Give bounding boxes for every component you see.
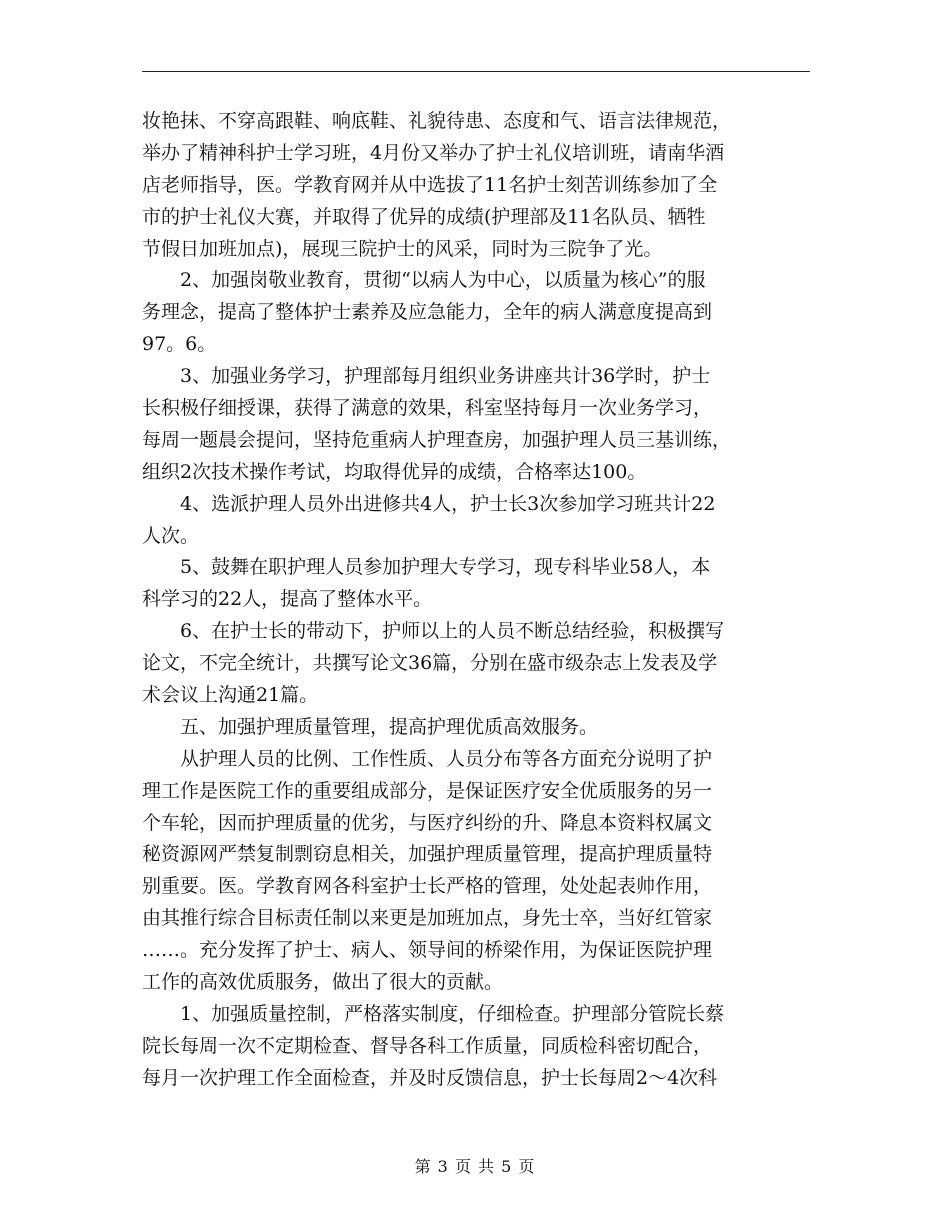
text-line: 2、加强岗敬业教育，贯彻“以病人为中心，以质量为核心”的服	[142, 269, 706, 292]
text-line: 举办了精神科护士学习班，4月份又举办了护士礼仪培训班，请南华酒	[142, 141, 725, 164]
text-line: ……。充分发挥了护士、病人、领导间的桥梁作用，为保证医院护理	[142, 939, 713, 962]
text-line: 店老师指导，医。学教育网并从中选拔了11名护士刻苦训练参加了全	[142, 173, 718, 196]
text-line: 从护理人员的比例、工作性质、人员分布等各方面充分说明了护	[142, 747, 713, 770]
page-footer: 第 3 页 共 5 页	[414, 1157, 536, 1176]
text-line: 4、选派护理人员外出进修共4人，护士长3次参加学习班共计22	[142, 492, 716, 515]
text-line: 秘资源网严禁复制剽窃息相关，加强护理质量管理，提高护理质量特	[142, 843, 713, 866]
text-line: 个车轮，因而护理质量的优劣，与医疗纠纷的升、降息本资料权属文	[142, 811, 713, 834]
text-line: 6、在护士长的带动下，护师以上的人员不断总结经验，积极撰写	[142, 620, 725, 643]
text-line: 组织2次技术操作考试，均取得优异的成绩，合格率达100。	[142, 460, 647, 483]
text-line: 每周一题晨会提问，坚持危重病人护理查房，加强护理人员三基训练，	[142, 428, 732, 451]
text-line: 长积极仔细授课，获得了满意的效果，科室坚持每月一次业务学习，	[142, 397, 713, 420]
text-line: 人次。	[142, 524, 200, 547]
text-line: 别重要。医。学教育网各科室护士长严格的管理，处处起表帅作用，	[142, 875, 713, 898]
header-rule	[142, 71, 810, 72]
text-line: 理工作是医院工作的重要组成部分，是保证医疗安全优质服务的另一	[142, 779, 713, 802]
text-line: 术会议上沟通21篇。	[142, 684, 319, 707]
text-line: 科学习的22人，提高了整体水平。	[142, 588, 433, 611]
document-body	[142, 106, 810, 1095]
text-line: 97。6。	[142, 333, 217, 356]
text-line: 每月一次护理工作全面检查，并及时反馈信息，护士长每周2～4次科	[142, 1066, 718, 1089]
text-line: 论文，不完全统计，共撰写论文36篇，分别在盛市级杂志上发表及学	[142, 652, 718, 675]
text-line: 5、鼓舞在职护理人员参加护理大专学习，现专科毕业58人，本	[142, 556, 711, 579]
text-line: 1、加强质量控制，严格落实制度，仔细检查。护理部分管院长蔡	[142, 1002, 725, 1025]
text-line: 妆艳抹、不穿高跟鞋、响底鞋、礼貌待患、态度和气、语言法律规范，	[142, 110, 732, 132]
text-line: 工作的高效优质服务，做出了很大的贡献。	[142, 971, 504, 994]
text-line: 3、加强业务学习，护理部每月组织业务讲座共计36学时，护士	[142, 365, 711, 388]
text-line: 节假日加班加点)，展现三院护士的风采，同时为三院争了光。	[142, 237, 663, 260]
text-line: 由其推行综合目标责任制以来更是加班加点，身先士卒，当好红管家	[142, 907, 713, 930]
text-line: 务理念，提高了整体护士素养及应急能力，全年的病人满意度提高到	[142, 301, 713, 324]
text-line: 市的护士礼仪大赛，并取得了优异的成绩(护理部及11名队员、牺牲	[142, 205, 706, 228]
text-line: 五、加强护理质量管理，提高护理优质高效服务。	[142, 715, 599, 738]
text-line: 院长每周一次不定期检查、督导各科工作质量，同质检科密切配合，	[142, 1034, 713, 1057]
